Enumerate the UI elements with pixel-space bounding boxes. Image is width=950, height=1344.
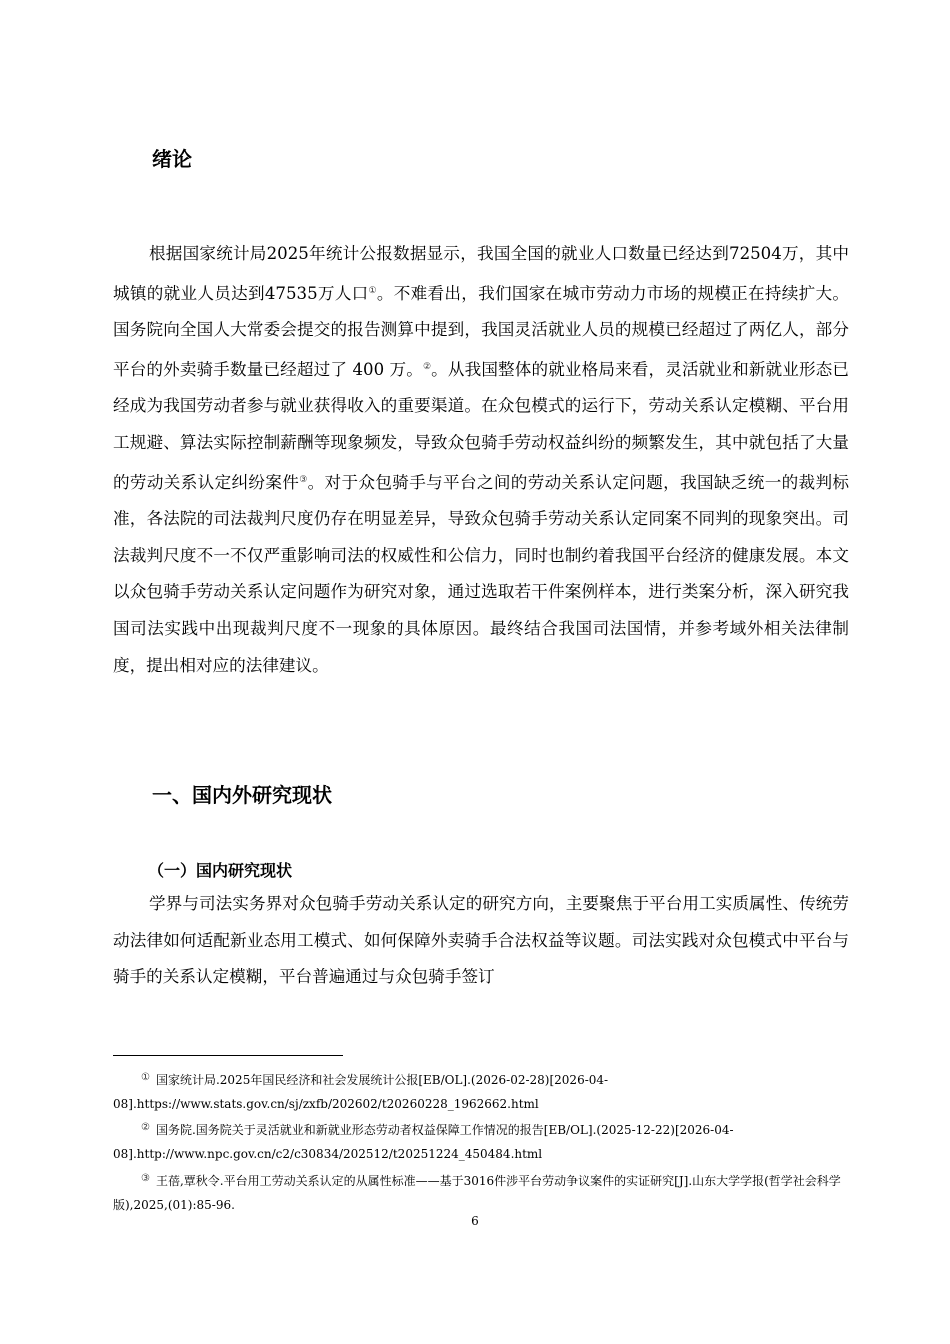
footnote-3-mark: ③ <box>141 1173 150 1184</box>
intro-text-a: 根据国家统计局2025年统计公报数据显示，我国全国的就业人口数量已经达到72504万，其中城镇的就业人员达到47535万人口 <box>113 244 849 303</box>
footnote-2-text: 国务院.国务院关于灵活就业和新就业形态劳动者权益保障工作情况的报告[EB/OL].(2025-12-22)[2026-04-08].http://www.npc.gov.cn/c2/c30834/202512/t20251224_450484.html <box>113 1123 734 1161</box>
footnote-1-mark: ① <box>141 1072 150 1083</box>
intro-paragraph <box>113 236 849 684</box>
section-1-heading: 一、国内外研究现状 <box>152 783 332 807</box>
intro-text-b: 。不难看出，我们国家在城市劳动力市场的规模正在持续扩大。国务院向全国人大常委会提交的报告测算中提到，我国灵活就业人员的规模已经超过了两亿人，部分平台的外卖骑手数量已经超过了 400 万。 <box>113 283 850 379</box>
footnote-2-mark: ② <box>141 1122 150 1133</box>
intro-heading: 绪论 <box>152 147 192 171</box>
footnote-2 <box>113 1116 849 1166</box>
page-number: 6 <box>471 1214 479 1228</box>
footnote-1-text: 国家统计局.2025年国民经济和社会发展统计公报[EB/OL].(2026-02-28)[2026-04-08].https://www.stats.gov.cn/sj/zxfb/202602/t20260228_1962662.html <box>113 1073 609 1111</box>
footnote-1 <box>113 1066 849 1116</box>
subsection-1-heading: （一）国内研究现状 <box>148 861 293 880</box>
footnote-ref-1[interactable]: ① <box>368 285 377 296</box>
footnote-ref-2[interactable]: ② <box>422 361 432 372</box>
footnote-ref-3[interactable]: ③ <box>299 474 308 485</box>
footnote-separator <box>113 1055 343 1056</box>
intro-text-d: 。对于众包骑手与平台之间的劳动关系认定问题，我国缺乏统一的裁判标准，各法院的司法裁判尺度仍存在明显差异，导致众包骑手劳动关系认定同案不同判的现象突出。司法裁判尺度不一不仅严重影响司法的权威性和公信力，同时也制约着我国平台经济的健康发展。本文以众包骑手劳动关系认定问题作为研究对象，通过选取若干件案例样本，进行类案分析，深入研究我国司法实践中出现裁判尺度不一现象的具体原因。最终结合我国司法国情，并参考域外相关法律制度，提出相对应的法律建议。 <box>113 472 849 675</box>
intro-text-c: 。从我国整体的就业格局来看，灵活就业和新就业形态已经成为我国劳动者参与就业获得收入的重要渠道。在众包模式的运行下，劳动关系认定模糊、平台用工规避、算法实际控制薪酬等现象频发，导致众包骑手劳动权益纠纷的频繁发生，其中就包括了大量的劳动关系认定纠纷案件 <box>113 359 849 492</box>
footnote-3 <box>113 1167 849 1217</box>
subsection-1-paragraph: 学界与司法实务界对众包骑手劳动关系认定的研究方向，主要聚焦于平台用工实质属性、传统劳动法律如何适配新业态用工模式、如何保障外卖骑手合法权益等议题。司法实践对众包模式中平台与骑手的关系认定模糊，平台普遍通过与众包骑手签订 <box>113 894 849 987</box>
footnote-3-text: 王蓓,覃秋令.平台用工劳动关系认定的从属性标准——基于3016件涉平台劳动争议案件的实证研究[J].山东大学学报(哲学社会科学版),2025,(01):85-96. <box>113 1174 841 1212</box>
